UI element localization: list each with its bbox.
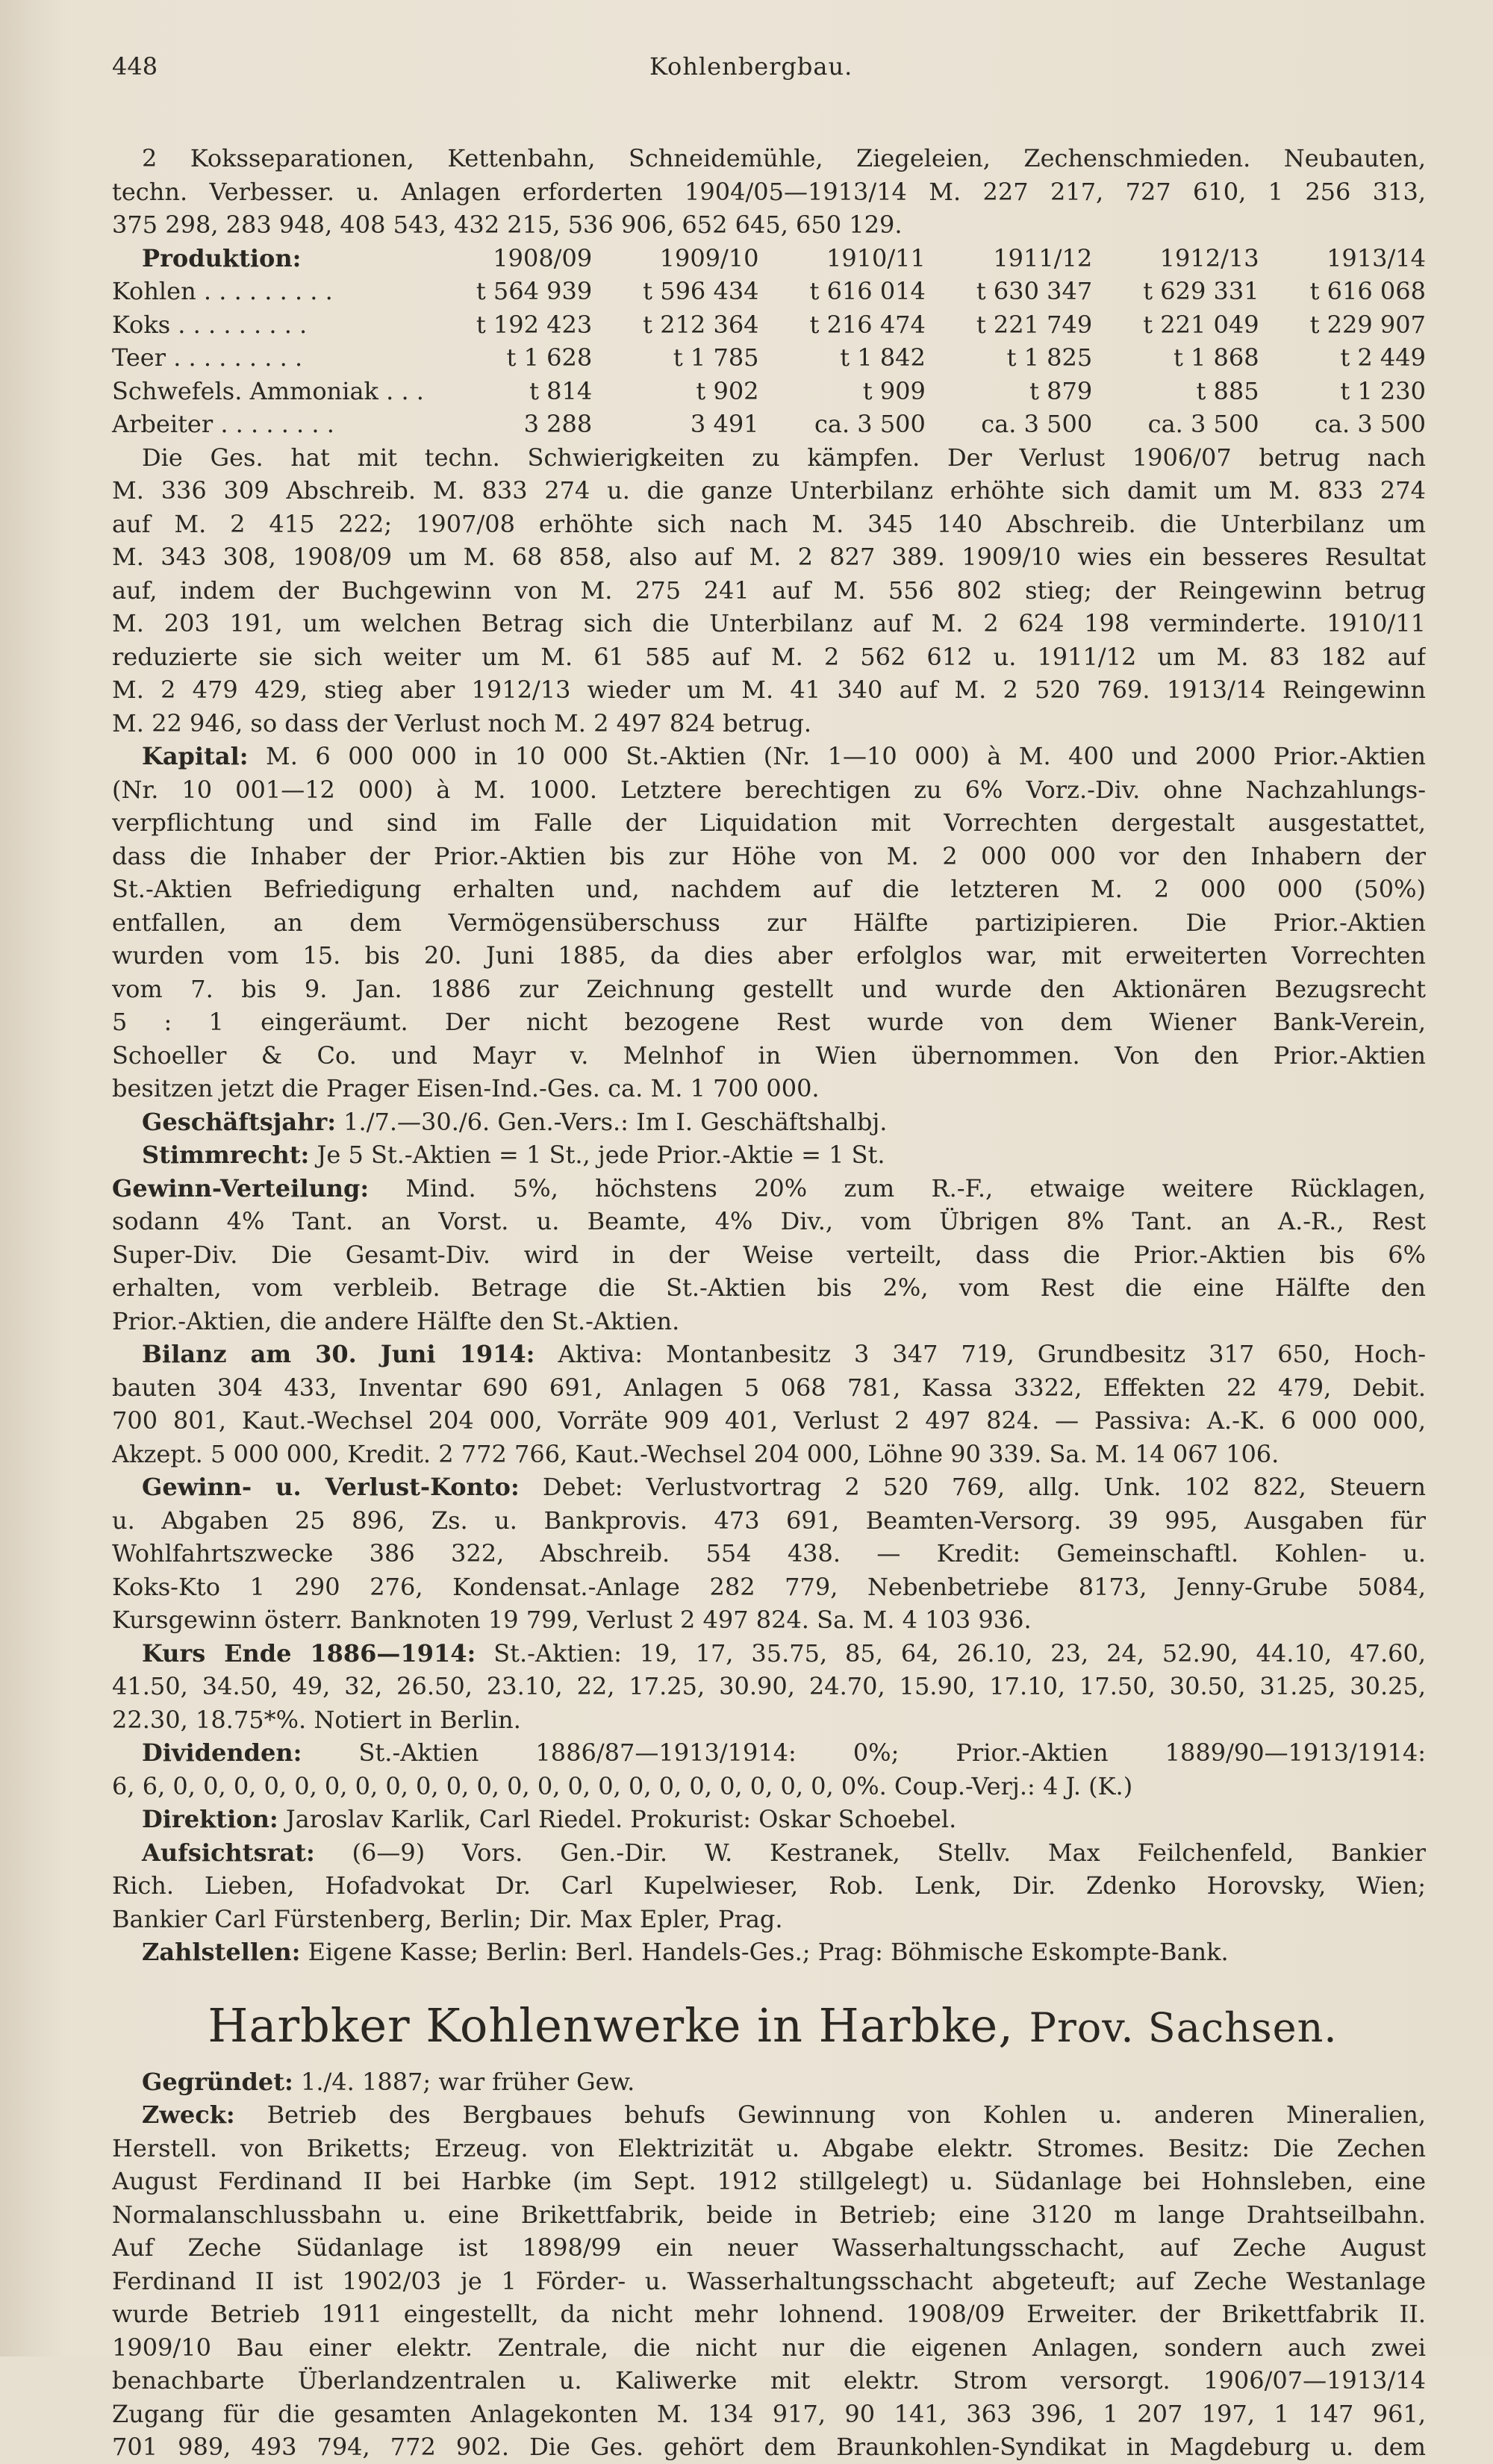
section-text: Jaroslav Karlik, Carl Riedel. Prokurist: Oskar Schoebel. [285,1805,957,1833]
table-cell: t 1 825 [1006,343,1093,372]
text-line: Bankier Carl Fürstenberg, Berlin; Dir. Max Epler, Prag. [112,1904,783,1933]
text-line: 375 298, 283 948, 408 543, 432 215, 536 906, 652 645, 650 129. [112,210,903,239]
section-heading: Kurs Ende 1886—1914: [142,1638,476,1668]
text-line: Akzept. 5 000 000, Kredit. 2 772 766, Kaut.-Wechsel 204 000, Löhne 90 339. Sa. M. 14 067 106. [112,1439,1280,1468]
text-line [112,1936,1426,1969]
section-heading: Geschäftsjahr: [142,1107,336,1136]
text-line: Koks-Kto 1 290 276, Kondensat.-Anlage 282 779, Nebenbetriebe 8173, Jenny-Grube 5084, [112,1572,1426,1601]
section-heading: Aufsichtsrat: [142,1838,315,1867]
table-cell: 3 288 [523,410,593,438]
company-name: Harbker Kohlenwerke in Harbke, [208,1997,1014,2053]
table-cell: ca. 3 500 [1315,410,1426,438]
table-cell: t 1 868 [1173,343,1259,372]
page-number: 448 [112,52,158,81]
section-stimmrecht [112,1138,1426,1172]
text-line: 1909/10 Bau einer elektr. Zentrale, die nicht nur die eigenen Anlagen, sondern auch zwei [112,2333,1426,2362]
table-cell: t 2 449 [1340,343,1426,372]
text-line: dass die Inhaber der Prior.-Aktien bis zur Höhe von M. 2 000 000 vor den Inhabern der [112,841,1426,870]
text-line: benachbarte Überlandzentralen u. Kaliwerke mit elektr. Strom versorgt. 1906/07—1913/14 [112,2366,1426,2395]
text-line: besitzen jetzt die Prager Eisen-Ind.-Ges. ca. M. 1 700 000. [112,1074,820,1102]
section-bilanz [112,1338,1426,1470]
text-line: M. 2 479 429, stieg aber 1912/13 wieder um M. 41 340 auf M. 2 520 769. 1913/14 Reingewinn [112,676,1426,704]
table-cell: t 212 364 [643,310,759,339]
text-line: Rich. Lieben, Hofadvokat Dr. Carl Kupelwieser, Rob. Lenk, Dir. Zdenko Horovsky, Wien; [112,1871,1426,1900]
section-heading: Kapital: [142,742,249,770]
text-line [112,1836,1426,1870]
intro-paragraph [112,142,1426,242]
table-cell: ca. 3 500 [814,410,926,438]
table-cell: t 879 [1029,376,1093,405]
year-header: 1910/11 [826,243,926,272]
section-text: Mind. 5%, höchstens 20% zum R.-F., etwaige weitere Rücklagen, [405,1173,1426,1203]
running-title: Kohlenbergbau. [649,52,853,81]
text-line: auf, indem der Buchgewinn von M. 275 241 auf M. 556 802 stieg; der Reingewinn betrug [112,576,1426,605]
text-line [112,1338,1426,1371]
section-text: Je 5 St.-Aktien = 1 St., jede Prior.-Aktie = 1 St. [317,1141,885,1169]
production-row [112,308,1426,342]
row-label: Schwefels. Ammoniak . . . [112,376,424,405]
table-cell: t 885 [1196,376,1259,405]
history-paragraph [112,441,1426,740]
text-line: Zugang für die gesamten Anlagekonten M. 134 917, 90 141, 363 396, 1 207 197, 1 147 961, [112,2399,1426,2428]
section-text: 1./7.—30./6. Gen.-Vers.: Im I. Geschäftshalbj. [343,1107,888,1136]
production-label: Produktion: [142,243,302,272]
table-cell: t 616 068 [1309,277,1426,305]
section-text: Betrieb des Bergbaues behufs Gewinnung von Kohlen u. anderen Mineralien, [267,2100,1426,2129]
section-kurs [112,1637,1426,1737]
table-cell: t 221 049 [1143,310,1259,339]
text-line [112,2065,1426,2099]
text-line: Wohlfahrtszwecke 386 322, Abschreib. 554 438. — Kredit: Gemeinschaftl. Kohlen- u. [112,1539,1426,1568]
section-geschaeftsjahr [112,1105,1426,1139]
year-header: 1911/12 [993,243,1093,272]
section-heading: Bilanz am 30. Juni 1914: [142,1340,535,1368]
section-aufsichtsrat [112,1836,1426,1936]
table-cell: t 596 434 [643,277,759,305]
production-header-row [112,242,1426,275]
text-line: 701 989, 493 794, 772 902. Die Ges. gehört dem Braunkohlen-Syndikat in Magdeburg u. dem [112,2433,1426,2461]
section-heading: Gewinn-Verteilung: [112,1173,370,1203]
text-line: auf M. 2 415 222; 1907/08 erhöhte sich nach M. 345 140 Abschreib. die Unterbilanz um [112,509,1426,538]
text-line [112,1138,1426,1172]
section-heading: Gegründet: [142,2067,293,2096]
section-text: M. 6 000 000 in 10 000 St.-Aktien (Nr. 1—10 000) à M. 400 und 2000 Prior.-Aktien [266,742,1426,770]
production-table [112,242,1426,441]
text-line: Super-Div. Die Gesamt-Div. wird in der Weise verteilt, dass die Prior.-Aktien bis 6% [112,1240,1426,1269]
year-header: 1908/09 [493,243,593,272]
table-cell: t 229 907 [1309,310,1426,339]
table-cell: t 1 842 [840,343,926,372]
text-line: verpflichtung und sind im Falle der Liquidation mit Vorrechten dergestalt ausgestattet, [112,808,1426,837]
table-cell: t 1 230 [1340,376,1426,405]
section-heading: Zahlstellen: [142,1938,301,1966]
company-title [112,1996,1433,2058]
section-heading: Gewinn- u. Verlust-Konto: [142,1473,520,1501]
text-line: M. 336 309 Abschreib. M. 833 274 u. die ganze Unterbilanz erhöhte sich damit um M. 833 274 [112,476,1426,505]
text-line: wurden vom 15. bis 20. Juni 1885, da dies aber erfolglos war, mit erweiterten Vorrechten [112,941,1426,970]
text-line: Prior.-Aktien, die andere Hälfte den St.-Aktien. [112,1306,680,1335]
production-row [112,375,1426,408]
year-header: 1909/10 [659,243,759,272]
production-row [112,341,1426,375]
section-text: (6—9) Vors. Gen.-Dir. W. Kestranek, Stellv. Max Feilchenfeld, Bankier [352,1838,1426,1867]
text-line: Herstell. von Briketts; Erzeug. von Elektrizität u. Abgabe elektr. Stromes. Besitz: Die Zechen [112,2133,1426,2162]
text-line: M. 203 191, um welchen Betrag sich die Unterbilanz auf M. 2 624 198 verminderte. 1910/11 [112,609,1426,637]
section-heading: Stimmrecht: [142,1141,310,1169]
text-line [112,2098,1426,2132]
section-gewinn-verlust-konto [112,1470,1426,1637]
text-line: 2 Koksseparationen, Kettenbahn, Schneidemühle, Ziegeleien, Zechenschmieden. Neubauten, [142,144,1426,172]
text-line [112,1803,1426,1836]
text-line: 700 801, Kaut.-Wechsel 204 000, Vorräte 909 401, Verlust 2 497 824. — Passiva: A.-K. 6 000 000, [112,1406,1426,1435]
text-line: Kursgewinn österr. Banknoten 19 799, Verlust 2 497 824. Sa. M. 4 103 936. [112,1606,1032,1634]
section-heading: Direktion: [142,1805,278,1833]
page-header [112,52,1433,97]
table-cell: t 814 [529,376,593,405]
table-cell: t 1 628 [506,343,593,372]
table-cell: ca. 3 500 [1147,410,1259,438]
production-row [112,275,1426,308]
text-line: vom 7. bis 9. Jan. 1886 zur Zeichnung gestellt und wurde den Aktionären Bezugsrecht [112,974,1426,1003]
table-cell: t 616 014 [809,277,926,305]
table-cell: t 902 [696,376,759,405]
text-line: reduzierte sie sich weiter um M. 61 585 auf M. 2 562 612 u. 1911/12 um M. 83 182 auf [112,642,1426,671]
year-header: 1912/13 [1159,243,1259,272]
text-line [112,1470,1426,1504]
section-text: St.-Aktien: 19, 17, 35.75, 85, 64, 26.10, 23, 24, 52.90, 44.10, 47.60, [493,1638,1426,1668]
text-line: M. 343 308, 1908/09 um M. 68 858, also auf M. 2 827 389. 1909/10 wies ein besseres Resultat [112,543,1426,571]
text-line: entfallen, an dem Vermögensüberschuss zur Hälfte partizipieren. Die Prior.-Aktien [112,908,1426,937]
section-gewinn-verteilung [112,1172,1426,1338]
text-line [112,1736,1426,1770]
text-line: 41.50, 34.50, 49, 32, 26.50, 23.10, 22, 17.25, 30.90, 24.70, 15.90, 17.10, 17.50, 30.50, 31.25, 30.25, [112,1672,1426,1700]
text-line [112,1105,1426,1139]
section-heading: Dividenden: [142,1738,302,1767]
text-line [112,1172,1426,1206]
text-line: M. 22 946, so dass der Verlust noch M. 2 497 824 betrug. [112,708,812,737]
table-cell: ca. 3 500 [981,410,1093,438]
section-kapital [112,740,1426,1105]
table-cell: t 192 423 [476,310,593,339]
table-cell: t 909 [862,376,926,405]
text-line: 5 : 1 eingeräumt. Der nicht bezogene Rest wurde von dem Wiener Bank-Verein, [112,1008,1426,1036]
year-header: 1913/14 [1327,243,1426,272]
text-line: Schoeller & Co. und Mayr v. Melnhof in Wien übernommen. Von den Prior.-Aktien [112,1041,1426,1070]
text-line: 22.30, 18.75*%. Notiert in Berlin. [112,1705,521,1734]
section-text: 1./4. 1887; war früher Gew. [300,2067,635,2096]
section-zweck [112,2098,1426,2464]
section-direktion [112,1803,1426,1836]
table-cell: t 216 474 [809,310,926,339]
section-text: St.-Aktien 1886/87—1913/1914: 0%; Prior.-Aktien 1889/90—1913/1914: [358,1738,1426,1767]
text-line: Auf Zeche Südanlage ist 1898/99 ein neuer Wasserhaltungsschacht, auf Zeche August [112,2233,1426,2262]
text-line: 6, 6, 0, 0, 0, 0, 0, 0, 0, 0, 0, 0, 0, 0, 0, 0, 0, 0, 0, 0, 0, 0, 0, 0, 0%. Coup.-Verj.: 4 J. (K.) [112,1771,1133,1800]
section-text: Eigene Kasse; Berlin: Berl. Handels-Ges.; Prag: Böhmische Eskompte-Bank. [308,1938,1229,1966]
text-line: wurde Betrieb 1911 eingestellt, da nicht mehr lohnend. 1908/09 Erweiter. der Brikettfabrik II. [112,2300,1426,2328]
table-cell: t 629 331 [1143,277,1259,305]
text-line: Normalanschlussbahn u. eine Brikettfabrik, beide in Betrieb; eine 3120 m lange Drahtseilbahn. [112,2200,1426,2229]
text-line [112,1637,1426,1671]
section-dividenden [112,1736,1426,1803]
table-cell: t 564 939 [476,277,593,305]
section-heading: Zweck: [142,2100,235,2129]
table-cell: 3 491 [690,410,759,438]
table-cell: t 1 785 [673,343,759,372]
text-line: sodann 4% Tant. an Vorst. u. Beamte, 4% Div., vom Übrigen 8% Tant. an A.-R., Rest [112,1207,1426,1235]
section-text: Aktiva: Montanbesitz 3 347 719, Grundbesitz 317 650, Hoch- [558,1340,1426,1368]
table-cell: t 630 347 [976,277,1093,305]
row-label: Teer . . . . . . . . . [112,343,303,372]
text-line: August Ferdinand II bei Harbke (im Sept. 1912 stillgelegt) u. Südanlage bei Hohnsleben, eine [112,2167,1426,2195]
row-label: Koks . . . . . . . . . [112,310,308,339]
row-label: Kohlen . . . . . . . . . [112,277,333,305]
section-text: Debet: Verlustvortrag 2 520 769, allg. Unk. 102 822, Steuern [542,1473,1426,1501]
production-row [112,408,1426,441]
text-line: St.-Aktien Befriedigung erhalten und, nachdem auf die letzteren M. 2 000 000 (50%) [112,875,1426,903]
text-line: (Nr. 10 001—12 000) à M. 1000. Letztere berechtigen zu 6% Vorz.-Div. ohne Nachzahlungs- [112,775,1426,804]
table-cell: t 221 749 [976,310,1093,339]
company-location: Prov. Sachsen. [1029,2003,1338,2051]
text-line: Die Ges. hat mit techn. Schwierigkeiten zu kämpfen. Der Verlust 1906/07 betrug nach [142,443,1426,472]
text-line: techn. Verbesser. u. Anlagen erforderten 1904/05—1913/14 M. 227 217, 727 610, 1 256 313, [112,177,1426,206]
section-gegruendet [112,2065,1426,2099]
text-line [112,740,1426,773]
text-line: bauten 304 433, Inventar 690 691, Anlagen 5 068 781, Kassa 3322, Effekten 22 479, Debit. [112,1373,1426,1402]
row-label: Arbeiter . . . . . . . . [112,410,334,438]
text-line: u. Abgaben 25 896, Zs. u. Bankprovis. 473 691, Beamten-Versorg. 39 995, Ausgaben für [112,1506,1426,1535]
text-line: Ferdinand II ist 1902/03 je 1 Förder- u. Wasserhaltungsschacht abgeteuft; auf Zeche Westanlage [112,2266,1426,2295]
text-line: erhalten, vom verbleib. Betrage die St.-Aktien bis 2%, vom Rest die eine Hälfte den [112,1273,1426,1302]
section-zahlstellen [112,1936,1426,1969]
